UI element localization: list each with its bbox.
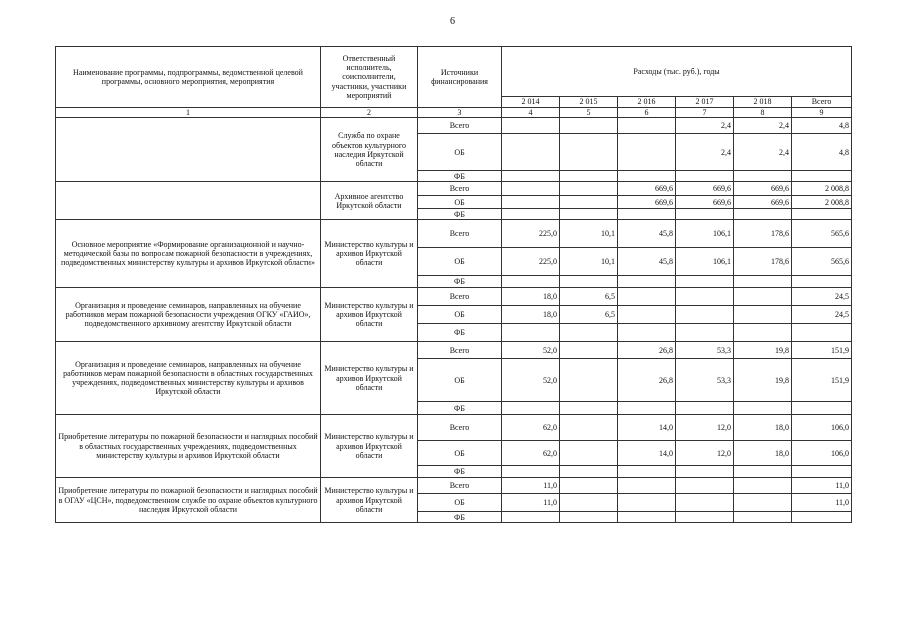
year-value-cell [502, 182, 560, 196]
total-value-cell [792, 402, 852, 415]
year-value-cell [618, 478, 676, 494]
total-value-cell: 106,0 [792, 441, 852, 466]
year-value-cell [676, 324, 734, 342]
year-value-cell: 26,8 [618, 359, 676, 402]
year-value-cell [676, 171, 734, 182]
total-value-cell: 2 008,8 [792, 182, 852, 196]
source-cell: Всего [418, 415, 502, 441]
activity-name-cell: Приобретение литературы по пожарной безопасности и наглядных пособий в областных государственных учреждениях, подведомственных министерству культуры и архивов Иркутской области [56, 415, 321, 478]
year-value-cell [676, 209, 734, 220]
year-value-cell [502, 118, 560, 134]
total-header: Всего [792, 97, 852, 108]
year-value-cell: 225,0 [502, 220, 560, 248]
col-number: 6 [618, 108, 676, 118]
year-value-cell: 19,8 [734, 342, 792, 359]
year-value-cell: 11,0 [502, 478, 560, 494]
responsible-cell: Служба по охране объектов культурного наследия Иркутской области [321, 118, 418, 182]
year-value-cell: 62,0 [502, 441, 560, 466]
year-value-cell [676, 494, 734, 512]
year-value-cell: 106,1 [676, 220, 734, 248]
source-cell: Всего [418, 288, 502, 306]
activity-name-cell: Организация и проведение семинаров, направленных на обучение работников мерам пожарной безопасности учреждения ОГКУ «ГАИО», подведомственного архивному агентству Иркутской области [56, 288, 321, 342]
year-value-cell [676, 288, 734, 306]
table-body [56, 118, 852, 523]
year-value-cell [502, 324, 560, 342]
year-value-cell: 10,1 [560, 220, 618, 248]
year-value-cell: 669,6 [734, 182, 792, 196]
year-value-cell: 669,6 [618, 182, 676, 196]
responsible-cell: Министерство культуры и архивов Иркутской области [321, 478, 418, 523]
year-value-cell: 18,0 [734, 415, 792, 441]
year-value-cell [560, 342, 618, 359]
col-number: 3 [418, 108, 502, 118]
source-cell: ФБ [418, 466, 502, 478]
year-value-cell: 106,1 [676, 248, 734, 276]
year-value-cell [618, 402, 676, 415]
total-value-cell [792, 512, 852, 523]
year-value-cell [502, 512, 560, 523]
total-value-cell [792, 171, 852, 182]
year-header: 2 017 [676, 97, 734, 108]
year-value-cell [734, 276, 792, 288]
year-value-cell: 669,6 [676, 182, 734, 196]
year-value-cell [734, 494, 792, 512]
year-value-cell [560, 182, 618, 196]
source-cell: ОБ [418, 134, 502, 171]
source-cell: Всего [418, 118, 502, 134]
year-value-cell [502, 134, 560, 171]
year-value-cell [618, 324, 676, 342]
source-cell: ФБ [418, 276, 502, 288]
total-value-cell [792, 209, 852, 220]
year-value-cell [560, 118, 618, 134]
year-value-cell [676, 512, 734, 523]
year-value-cell: 52,0 [502, 342, 560, 359]
year-value-cell [676, 276, 734, 288]
year-value-cell [734, 306, 792, 324]
total-value-cell [792, 324, 852, 342]
table-row [56, 342, 852, 359]
year-value-cell: 18,0 [502, 306, 560, 324]
year-value-cell [734, 288, 792, 306]
header-name: Наименование программы, подпрограммы, ведомственной целевой программы, основного мероприятия, мероприятия [56, 47, 321, 108]
year-value-cell: 12,0 [676, 441, 734, 466]
col-number: 8 [734, 108, 792, 118]
total-value-cell: 106,0 [792, 415, 852, 441]
year-value-cell [618, 209, 676, 220]
year-value-cell [560, 494, 618, 512]
page-number: 6 [450, 16, 455, 27]
col-number: 1 [56, 108, 321, 118]
year-value-cell [676, 402, 734, 415]
activity-name-cell: Основное мероприятие «Формирование организационной и научно-методической базы по вопросам пожарной безопасности в учреждениях, подведомственных министерству культуры и архивов Иркутской области» [56, 220, 321, 288]
year-value-cell: 2,4 [676, 134, 734, 171]
col-number: 5 [560, 108, 618, 118]
source-cell: ФБ [418, 209, 502, 220]
header-sources: Источники финансирования [418, 47, 502, 108]
table-row [56, 220, 852, 248]
year-value-cell [560, 209, 618, 220]
year-value-cell [734, 402, 792, 415]
source-cell: Всего [418, 478, 502, 494]
year-value-cell [676, 478, 734, 494]
total-value-cell [792, 276, 852, 288]
total-value-cell: 565,6 [792, 248, 852, 276]
year-value-cell [618, 276, 676, 288]
year-value-cell: 178,6 [734, 220, 792, 248]
year-value-cell: 52,0 [502, 359, 560, 402]
year-value-cell [734, 466, 792, 478]
year-value-cell [502, 209, 560, 220]
year-value-cell: 178,6 [734, 248, 792, 276]
year-value-cell [618, 288, 676, 306]
year-value-cell [502, 402, 560, 415]
year-value-cell: 669,6 [618, 196, 676, 209]
year-value-cell [560, 324, 618, 342]
year-header: 2 015 [560, 97, 618, 108]
responsible-cell: Министерство культуры и архивов Иркутской области [321, 342, 418, 415]
year-value-cell [560, 512, 618, 523]
year-value-cell [676, 466, 734, 478]
year-value-cell: 2,4 [734, 134, 792, 171]
year-value-cell [618, 134, 676, 171]
year-value-cell: 62,0 [502, 415, 560, 441]
year-value-cell [560, 171, 618, 182]
header-row [56, 47, 852, 97]
source-cell: ОБ [418, 494, 502, 512]
year-value-cell [618, 171, 676, 182]
year-value-cell [560, 441, 618, 466]
source-cell: Всего [418, 342, 502, 359]
source-cell: ОБ [418, 196, 502, 209]
header-expenses: Расходы (тыс. руб.), годы [502, 47, 852, 97]
col-number: 7 [676, 108, 734, 118]
year-value-cell: 11,0 [502, 494, 560, 512]
year-value-cell: 225,0 [502, 248, 560, 276]
year-value-cell [618, 512, 676, 523]
source-cell: Всего [418, 220, 502, 248]
total-value-cell [792, 466, 852, 478]
year-value-cell [734, 171, 792, 182]
activity-name-cell: Приобретение литературы по пожарной безопасности и наглядных пособий в ОГАУ «ЦСН», подведомственном службе по охране объектов культурного наследия Иркутской области [56, 478, 321, 523]
year-value-cell: 26,8 [618, 342, 676, 359]
table-row [56, 288, 852, 306]
year-value-cell [734, 209, 792, 220]
total-value-cell: 11,0 [792, 478, 852, 494]
year-value-cell [502, 196, 560, 209]
year-value-cell: 18,0 [502, 288, 560, 306]
year-value-cell [560, 402, 618, 415]
year-value-cell [560, 415, 618, 441]
source-cell: Всего [418, 182, 502, 196]
year-value-cell [618, 494, 676, 512]
table-row [56, 182, 852, 196]
year-value-cell [734, 324, 792, 342]
year-header: 2 014 [502, 97, 560, 108]
source-cell: ФБ [418, 512, 502, 523]
year-value-cell: 18,0 [734, 441, 792, 466]
total-value-cell: 24,5 [792, 306, 852, 324]
column-number-row [56, 108, 852, 118]
year-value-cell [734, 512, 792, 523]
source-cell: ФБ [418, 402, 502, 415]
year-value-cell: 53,3 [676, 342, 734, 359]
source-cell: ОБ [418, 248, 502, 276]
header-responsible: Ответственный исполнитель, соисполнители, участники, участники мероприятий [321, 47, 418, 108]
total-value-cell: 4,8 [792, 134, 852, 171]
col-number: 4 [502, 108, 560, 118]
responsible-cell: Архивное агентство Иркутской области [321, 182, 418, 220]
year-value-cell: 14,0 [618, 441, 676, 466]
activity-name-cell [56, 182, 321, 220]
table-row [56, 478, 852, 494]
year-value-cell [560, 359, 618, 402]
activity-name-cell: Организация и проведение семинаров, направленных на обучение работников мерам пожарной безопасности в областных государственных учреждениях, подведомственных министерству культуры и архивов Иркутской области [56, 342, 321, 415]
year-value-cell: 669,6 [676, 196, 734, 209]
year-value-cell: 12,0 [676, 415, 734, 441]
col-number: 2 [321, 108, 418, 118]
year-value-cell: 53,3 [676, 359, 734, 402]
total-value-cell: 151,9 [792, 342, 852, 359]
total-value-cell: 24,5 [792, 288, 852, 306]
year-value-cell [618, 118, 676, 134]
year-header: 2 018 [734, 97, 792, 108]
financing-table [55, 46, 852, 523]
total-value-cell: 565,6 [792, 220, 852, 248]
year-value-cell [502, 171, 560, 182]
year-value-cell: 2,4 [676, 118, 734, 134]
responsible-cell: Министерство культуры и архивов Иркутской области [321, 220, 418, 288]
year-value-cell [502, 276, 560, 288]
year-value-cell [560, 466, 618, 478]
year-value-cell: 45,8 [618, 248, 676, 276]
year-value-cell: 10,1 [560, 248, 618, 276]
total-value-cell: 11,0 [792, 494, 852, 512]
source-cell: ФБ [418, 171, 502, 182]
responsible-cell: Министерство культуры и архивов Иркутской области [321, 288, 418, 342]
source-cell: ОБ [418, 359, 502, 402]
total-value-cell: 4,8 [792, 118, 852, 134]
year-value-cell: 669,6 [734, 196, 792, 209]
year-value-cell [560, 134, 618, 171]
year-value-cell: 19,8 [734, 359, 792, 402]
total-value-cell: 2 008,8 [792, 196, 852, 209]
source-cell: ОБ [418, 306, 502, 324]
table-row [56, 118, 852, 134]
year-value-cell: 6,5 [560, 306, 618, 324]
year-value-cell: 2,4 [734, 118, 792, 134]
source-cell: ФБ [418, 324, 502, 342]
year-value-cell [618, 466, 676, 478]
year-value-cell [676, 306, 734, 324]
year-value-cell [560, 478, 618, 494]
source-cell: ОБ [418, 441, 502, 466]
year-value-cell [560, 196, 618, 209]
year-value-cell: 14,0 [618, 415, 676, 441]
table-row [56, 415, 852, 441]
total-value-cell: 151,9 [792, 359, 852, 402]
year-header: 2 016 [618, 97, 676, 108]
col-number: 9 [792, 108, 852, 118]
year-value-cell [618, 306, 676, 324]
responsible-cell: Министерство культуры и архивов Иркутской области [321, 415, 418, 478]
year-value-cell [560, 276, 618, 288]
year-value-cell: 45,8 [618, 220, 676, 248]
activity-name-cell [56, 118, 321, 182]
year-value-cell [734, 478, 792, 494]
year-value-cell [502, 466, 560, 478]
year-value-cell: 6,5 [560, 288, 618, 306]
